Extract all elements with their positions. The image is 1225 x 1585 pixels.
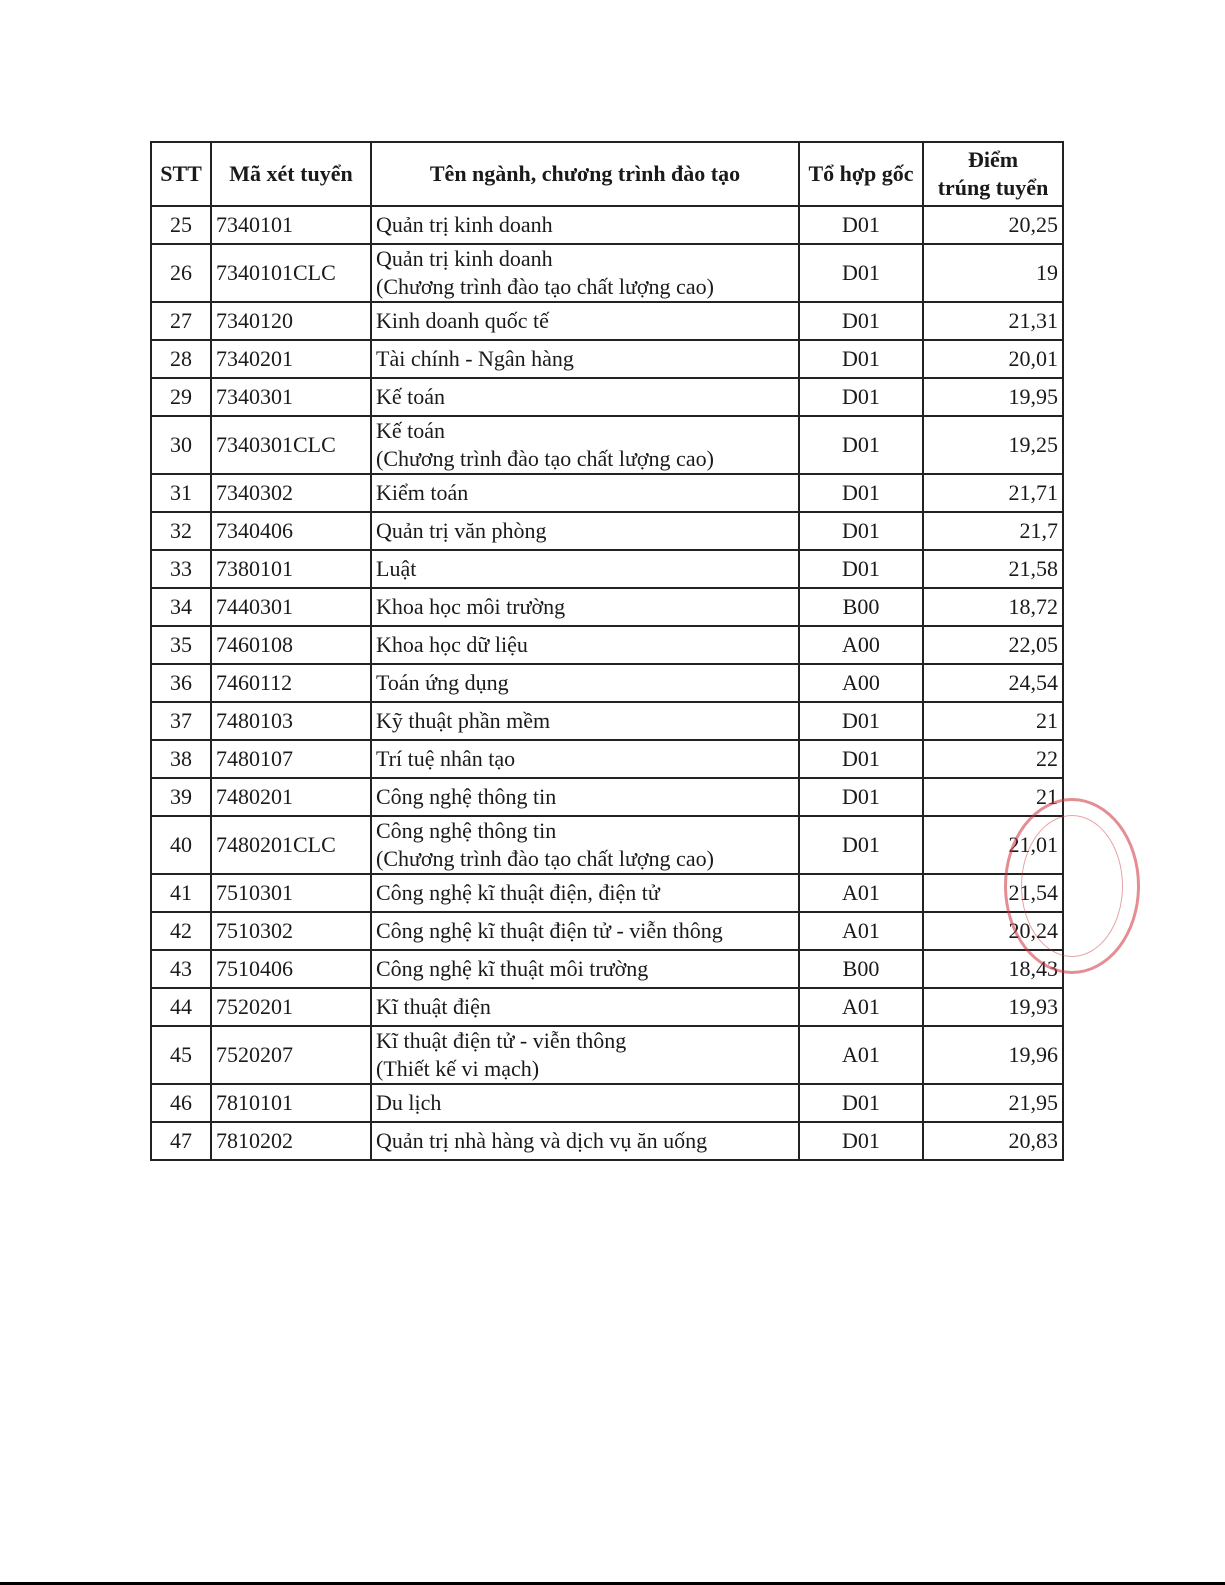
row-stt-cell: 33 (151, 550, 211, 588)
row-code-cell: 7340101 (211, 206, 371, 244)
row-combo-cell: A01 (799, 874, 923, 912)
row-score-cell: 18,72 (923, 588, 1063, 626)
row-combo-cell: A01 (799, 1026, 923, 1084)
row-code-cell: 7480201 (211, 778, 371, 816)
table-row (151, 1084, 1063, 1122)
program-name: Kỹ thuật phần mềm (376, 708, 551, 733)
row-code-cell: 7810101 (211, 1084, 371, 1122)
row-code-cell: 7440301 (211, 588, 371, 626)
header-score-line2: trúng tuyển (937, 175, 1049, 200)
row-combo-cell: D01 (799, 474, 923, 512)
program-subtitle: (Chương trình đào tạo chất lượng cao) (376, 446, 714, 471)
row-combo-cell: D01 (799, 416, 923, 474)
row-code-cell: 7480201CLC (211, 816, 371, 874)
row-combo-cell: D01 (799, 512, 923, 550)
row-score-cell: 20,83 (923, 1122, 1063, 1160)
row-combo-cell: D01 (799, 740, 923, 778)
row-name-cell (371, 912, 799, 950)
header-stt: STT (151, 142, 211, 206)
table-row (151, 912, 1063, 950)
program-name: Khoa học dữ liệu (376, 632, 528, 657)
table-row (151, 340, 1063, 378)
row-stt-cell: 43 (151, 950, 211, 988)
row-score-cell: 21,95 (923, 1084, 1063, 1122)
row-code-cell: 7810202 (211, 1122, 371, 1160)
program-name: Luật (376, 556, 417, 581)
row-combo-cell: A01 (799, 988, 923, 1026)
row-stt-cell: 42 (151, 912, 211, 950)
program-name: Trí tuệ nhân tạo (376, 746, 516, 771)
row-stt-cell: 28 (151, 340, 211, 378)
table-row (151, 588, 1063, 626)
row-score-cell: 20,24 (923, 912, 1063, 950)
table-row (151, 874, 1063, 912)
program-name: Quản trị văn phòng (376, 518, 547, 543)
row-score-cell: 19,96 (923, 1026, 1063, 1084)
row-score-cell: 21 (923, 702, 1063, 740)
table-row (151, 778, 1063, 816)
row-name-cell (371, 244, 799, 302)
row-name-cell (371, 816, 799, 874)
row-name-cell (371, 1122, 799, 1160)
row-combo-cell: A00 (799, 626, 923, 664)
program-name: Quản trị nhà hàng và dịch vụ ăn uống (376, 1128, 708, 1153)
program-name: Công nghệ kĩ thuật điện tử - viễn thông (376, 918, 723, 943)
row-name-cell (371, 740, 799, 778)
row-combo-cell: D01 (799, 1084, 923, 1122)
row-name-cell (371, 1084, 799, 1122)
row-stt-cell: 27 (151, 302, 211, 340)
row-combo-cell: B00 (799, 588, 923, 626)
row-stt-cell: 40 (151, 816, 211, 874)
program-name: Kiểm toán (376, 480, 469, 505)
admission-scores-table (150, 141, 1064, 1161)
row-combo-cell: D01 (799, 778, 923, 816)
row-score-cell: 21,54 (923, 874, 1063, 912)
row-stt-cell: 46 (151, 1084, 211, 1122)
table-row (151, 1122, 1063, 1160)
table-header (151, 142, 1063, 206)
row-stt-cell: 45 (151, 1026, 211, 1084)
row-score-cell: 19,25 (923, 416, 1063, 474)
row-code-cell: 7340101CLC (211, 244, 371, 302)
row-stt-cell: 31 (151, 474, 211, 512)
row-name-cell (371, 512, 799, 550)
table-row (151, 378, 1063, 416)
row-score-cell: 24,54 (923, 664, 1063, 702)
row-combo-cell: D01 (799, 302, 923, 340)
row-stt-cell: 37 (151, 702, 211, 740)
row-name-cell (371, 988, 799, 1026)
row-name-cell (371, 950, 799, 988)
row-code-cell: 7340301CLC (211, 416, 371, 474)
header-row (151, 142, 1063, 206)
program-name: Kinh doanh quốc tế (376, 308, 549, 333)
row-score-cell: 19,93 (923, 988, 1063, 1026)
row-code-cell: 7380101 (211, 550, 371, 588)
row-code-cell: 7460108 (211, 626, 371, 664)
row-stt-cell: 38 (151, 740, 211, 778)
row-name-cell (371, 778, 799, 816)
program-subtitle: (Chương trình đào tạo chất lượng cao) (376, 846, 714, 871)
row-stt-cell: 47 (151, 1122, 211, 1160)
row-code-cell: 7520207 (211, 1026, 371, 1084)
row-code-cell: 7480103 (211, 702, 371, 740)
row-score-cell: 21,71 (923, 474, 1063, 512)
program-name: Toán ứng dụng (376, 670, 509, 695)
row-name-cell (371, 1026, 799, 1084)
program-name: Quản trị kinh doanh (376, 246, 553, 271)
row-combo-cell: D01 (799, 340, 923, 378)
program-name: Công nghệ thông tin (376, 784, 557, 809)
header-combo: Tổ hợp gốc (799, 142, 923, 206)
row-combo-cell: D01 (799, 702, 923, 740)
row-name-cell (371, 664, 799, 702)
row-score-cell: 21,31 (923, 302, 1063, 340)
header-score (923, 142, 1063, 206)
program-subtitle: (Thiết kế vi mạch) (376, 1056, 540, 1081)
row-name-cell (371, 874, 799, 912)
row-code-cell: 7340120 (211, 302, 371, 340)
table-row (151, 664, 1063, 702)
row-name-cell (371, 416, 799, 474)
row-score-cell: 20,25 (923, 206, 1063, 244)
table-row (151, 550, 1063, 588)
header-code: Mã xét tuyển (211, 142, 371, 206)
row-score-cell: 18,43 (923, 950, 1063, 988)
row-code-cell: 7460112 (211, 664, 371, 702)
program-name: Công nghệ thông tin (376, 818, 557, 843)
table-row (151, 206, 1063, 244)
table-row (151, 1026, 1063, 1084)
row-combo-cell: D01 (799, 550, 923, 588)
row-stt-cell: 39 (151, 778, 211, 816)
program-name: Du lịch (376, 1090, 442, 1115)
row-combo-cell: D01 (799, 816, 923, 874)
program-name: Kế toán (376, 418, 446, 443)
table-row (151, 740, 1063, 778)
table-row (151, 988, 1063, 1026)
row-stt-cell: 36 (151, 664, 211, 702)
row-stt-cell: 26 (151, 244, 211, 302)
row-combo-cell: D01 (799, 378, 923, 416)
row-score-cell: 19,95 (923, 378, 1063, 416)
row-score-cell: 20,01 (923, 340, 1063, 378)
row-score-cell: 21,58 (923, 550, 1063, 588)
row-stt-cell: 29 (151, 378, 211, 416)
table-row (151, 626, 1063, 664)
row-name-cell (371, 378, 799, 416)
row-code-cell: 7340302 (211, 474, 371, 512)
row-score-cell: 21 (923, 778, 1063, 816)
row-code-cell: 7340301 (211, 378, 371, 416)
row-stt-cell: 41 (151, 874, 211, 912)
row-stt-cell: 44 (151, 988, 211, 1026)
row-code-cell: 7510406 (211, 950, 371, 988)
row-code-cell: 7340201 (211, 340, 371, 378)
row-stt-cell: 32 (151, 512, 211, 550)
row-code-cell: 7510301 (211, 874, 371, 912)
row-name-cell (371, 302, 799, 340)
row-name-cell (371, 588, 799, 626)
row-code-cell: 7510302 (211, 912, 371, 950)
program-name: Tài chính - Ngân hàng (376, 346, 574, 371)
table-row (151, 816, 1063, 874)
program-name: Kĩ thuật điện tử - viễn thông (376, 1028, 627, 1053)
program-name: Công nghệ kĩ thuật điện, điện tử (376, 880, 660, 905)
row-combo-cell: A01 (799, 912, 923, 950)
row-name-cell (371, 702, 799, 740)
row-stt-cell: 30 (151, 416, 211, 474)
row-stt-cell: 35 (151, 626, 211, 664)
row-score-cell: 22,05 (923, 626, 1063, 664)
row-combo-cell: A00 (799, 664, 923, 702)
row-score-cell: 19 (923, 244, 1063, 302)
row-code-cell: 7340406 (211, 512, 371, 550)
row-name-cell (371, 206, 799, 244)
row-score-cell: 21,7 (923, 512, 1063, 550)
row-name-cell (371, 340, 799, 378)
row-name-cell (371, 550, 799, 588)
program-name: Kĩ thuật điện (376, 994, 491, 1019)
program-name: Quản trị kinh doanh (376, 212, 553, 237)
table-row (151, 950, 1063, 988)
table-row (151, 416, 1063, 474)
row-code-cell: 7520201 (211, 988, 371, 1026)
row-stt-cell: 25 (151, 206, 211, 244)
row-score-cell: 21,01 (923, 816, 1063, 874)
program-name: Kế toán (376, 384, 446, 409)
header-score-line1: Điểm (967, 147, 1019, 172)
row-code-cell: 7480107 (211, 740, 371, 778)
table-row (151, 702, 1063, 740)
header-name: Tên ngành, chương trình đào tạo (371, 142, 799, 206)
row-stt-cell: 34 (151, 588, 211, 626)
row-combo-cell: D01 (799, 206, 923, 244)
program-name: Công nghệ kĩ thuật môi trường (376, 956, 649, 981)
table-row (151, 244, 1063, 302)
row-name-cell (371, 626, 799, 664)
row-combo-cell: B00 (799, 950, 923, 988)
row-combo-cell: D01 (799, 1122, 923, 1160)
program-subtitle: (Chương trình đào tạo chất lượng cao) (376, 274, 714, 299)
row-combo-cell: D01 (799, 244, 923, 302)
program-name: Khoa học môi trường (376, 594, 566, 619)
row-score-cell: 22 (923, 740, 1063, 778)
table-row (151, 512, 1063, 550)
row-name-cell (371, 474, 799, 512)
table-row (151, 302, 1063, 340)
table-body (151, 206, 1063, 1160)
table-row (151, 474, 1063, 512)
